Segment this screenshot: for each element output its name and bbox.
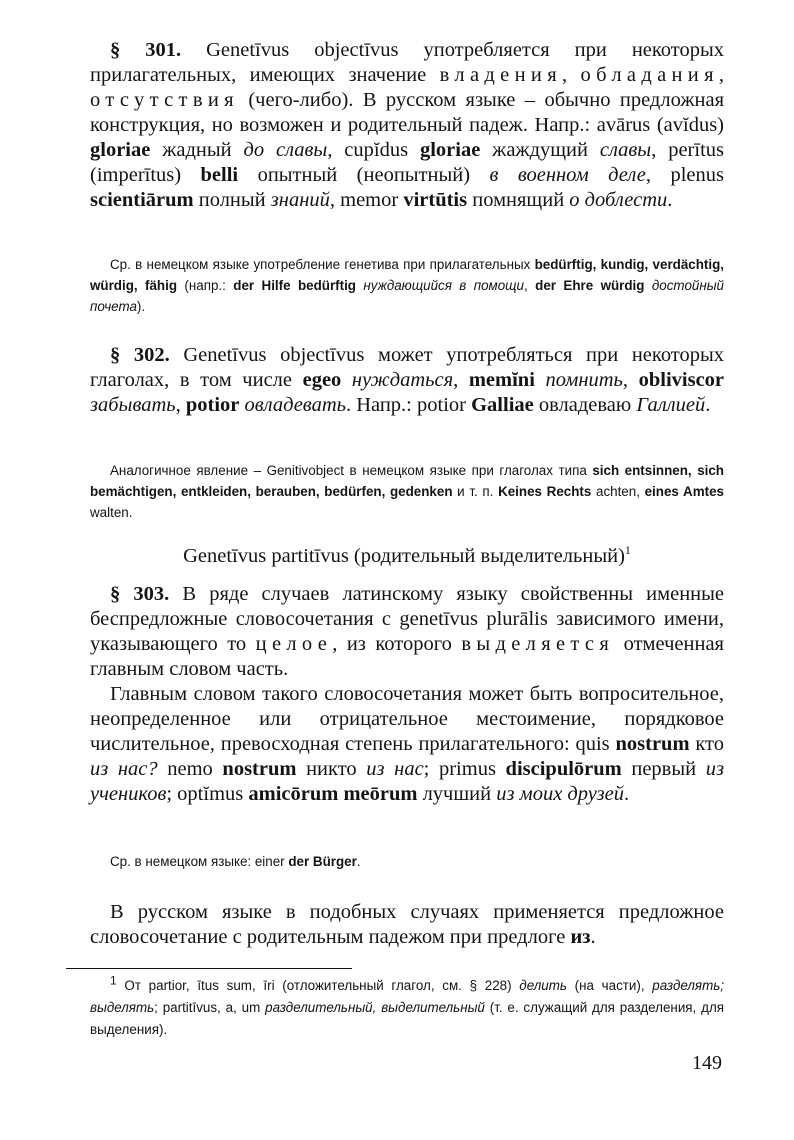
note-303 (90, 851, 724, 872)
section-303-conclusion (90, 900, 724, 950)
section-number: § 303. (110, 583, 170, 605)
section-302 (90, 343, 724, 418)
paragraph-303-b: Главным словом такого словосочетания может быть вопросительное, неопределенное или отрицательное местоимение, порядковое числительное, превосходная степень прилагательного: quis nostrum кто из нас? nemo nostrum никто из нас; primus discipulōrum первый из учеников; optĭmus amicōrum meōrum лучший из моих друзей. (90, 683, 724, 805)
footnote (90, 975, 724, 1041)
footnote-divider (66, 968, 352, 969)
footnote-marker: 1 (624, 543, 631, 558)
note-paragraph: Ср. в немецком языке: einer der Bürger. (110, 854, 361, 869)
paragraph-303-c: В русском языке в подобных случаях применяется предложное словосочетание с родительным падежом при предлоге из. (90, 901, 724, 948)
paragraph-302: § 302. Genetīvus objectīvus может употребляться при некоторых глаголах, в том числе egeo нуждаться, memĭni помнить, obliviscor забывать, potior овладевать. Напр.: potior Galliae овладеваю Галлией. (90, 344, 725, 416)
section-number: § 301. (110, 39, 182, 61)
footnote-number: 1 (110, 973, 117, 988)
note-301 (90, 254, 724, 317)
section-heading: Genetīvus partitīvus (родительный выделительный)$^1$ (183, 543, 631, 567)
section-number: § 302. (110, 344, 170, 366)
page-number: 149 (692, 1052, 722, 1074)
note-paragraph: Аналогичное явление – Genitivobject в немецком языке при глаголах типа sich entsinnen, sich bemächtigen, entkleiden, berauben, bedürfen, gedenken и т. п. Keines Rechts achten, eines Amtes walten. (90, 463, 724, 520)
note-302 (90, 460, 724, 523)
section-303 (90, 582, 724, 807)
note-paragraph: Ср. в немецком языке употребление генетива при прилагательных bedürftig, kundig, verdächtig, würdig, fähig (напр.: der Hilfe bedürftig нуждающийся в помощи, der Ehre würdig достойный почета). (90, 257, 725, 314)
paragraph-301: § 301. Genetīvus objectīvus употребляется при некоторых прилагательных, имеющих значение владения, обладания, отсутствия (чего-либо). В русском языке – обычно предложная конструкция, но возможен и родительный падеж. Напр.: avārus (avĭdus) gloriae жадный до славы, cupĭdus gloriae жаждущий славы, perītus (imperītus) belli опытный (неопытный) в военном деле, plenus scientiārum полный знаний, memor virtūtis помнящий о доблести. (90, 39, 725, 211)
footnote-paragraph: $^1$ От partior, ītus sum, īri (отложительный глагол, см. § 228) делить (на части), разделять; выделять; partitīvus, a, um разделительный, выделительный (т. е. служащий для разделения, для выделения). (90, 973, 725, 1037)
section-301 (90, 38, 724, 213)
paragraph-303: § 303. В ряде случаев латинскому языку свойственны именные беспредложные словосочетания с genetīvus plurālis зависимого имени, указывающего то целое, из которого выделяется отмеченная главным словом часть. (90, 583, 725, 680)
